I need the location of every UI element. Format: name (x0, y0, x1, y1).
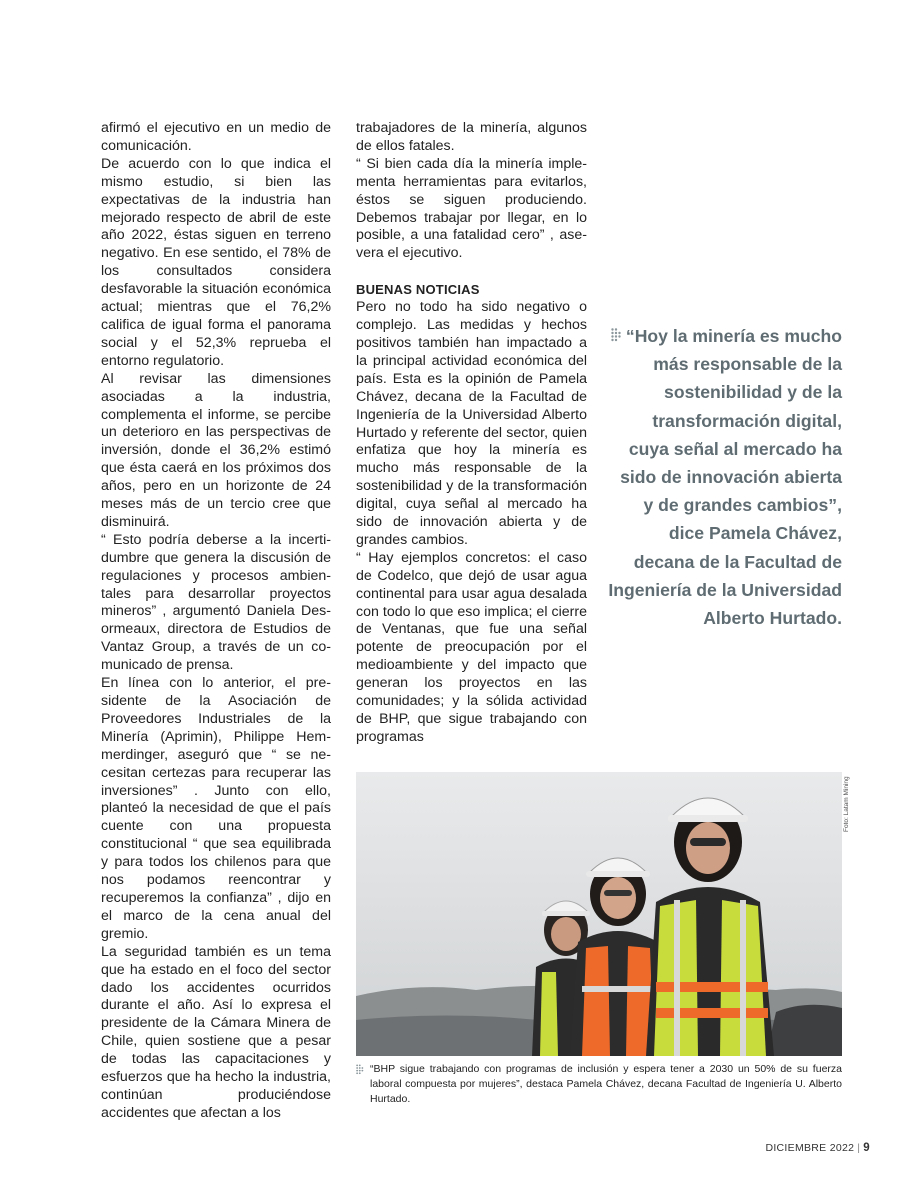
photo-women-miners (356, 772, 842, 1056)
paragraph: “ Si bien cada día la minería implementa herramientas para evitarlos, éstos se siguen produciendo. Debemos trabajar por llegar, en lo posible, a una fatalidad cero” , asevera el ejecutivo. (356, 155, 587, 262)
section-subheading: BUENAS NOTICIAS (356, 282, 480, 298)
paragraph: Al revisar las dimensiones asociadas a la industria, complementa el informe, se percibe un deterioro en las perspectivas de inversión, donde el 36,2% estimó que ésta caerá en los próximos dos años, pero en un horizonte de 24 meses más de un tercio cree que disminuirá. (101, 370, 331, 530)
article-column-1 (101, 120, 331, 1123)
paragraph: En línea con lo anterior, el presidente de la Asociación de Proveedores Industriales de la Minería (Aprimin), Philippe Hemmerdinger, aseguró que “ se necesitan certezas para recuperar las inversiones” . Junto con ello, planteó la necesidad de que el país cuente con una propuesta constitucional “ que sea equilibrada y para todos los chilenos para que nos podamos reencontrar y recuperemos la confianza” , dijo en el marco de la cena anual del gremio. (101, 675, 331, 942)
page-footer (765, 1142, 870, 1154)
pull-quote (608, 322, 842, 632)
footer-separator: | (857, 1142, 861, 1154)
dot-grid-icon (611, 328, 623, 342)
paragraph: La seguridad también es un tema que ha estado en el foco del sector dado los accidentes ocurridos durante el año. Así lo expresa el presidente de la Cámara Minera de Chile, quien sostiene que a pesar de todas las capacitaciones y esfuerzos que ha hecho la industria, continúan produciéndose accidentes que afectan a los (101, 943, 331, 1121)
paragraph: trabajadores de la minería, algunos de ellos fatales. (356, 120, 587, 154)
pull-quote-text: “Hoy la minería es mucho más responsable de la sostenibilidad y de la transformación digital, cuya señal al mercado ha sido de innovación abierta y de grandes cambios”, dice Pamela Chávez, decana de la Facultad de Ingeniería de la Universidad Alberto Hurtado. (608, 326, 842, 629)
caption-text: “BHP sigue trabajando con programas de inclusión y espera tener a 2030 un 50% de su fuerza laboral compuesta por mujeres”, destaca Pamela Chávez, decana Facultad de Ingeniería U. Alberto Hurtado. (370, 1063, 842, 1105)
paragraph: “ Esto podría deberse a la incertidumbre que genera la discusión de regulaciones y procesos ambientales para desarrollar proyectos mineros” , argumentó Daniela Desormeaux, directora de Estudios de Vantaz Group, a través de un comunicado de prensa. (101, 531, 331, 674)
page-number: 9 (863, 1142, 870, 1154)
photo-caption (356, 1062, 842, 1107)
photo-illustration (356, 772, 842, 1056)
paragraph: “ Hay ejemplos concretos: el caso de Codelco, que dejó de usar agua continental para usar agua desalada con todo lo que eso implica; el cierre de Ventanas, que fue una señal potente de preocupación por el medioambiente y del impacto que generan los proyectos en las comunidades; y la sólida actividad de BHP, que sigue trabajando con programas (356, 549, 587, 745)
paragraph: afirmó el ejecutivo en un medio de comunicación. (101, 120, 331, 154)
issue-date: DICIEMBRE 2022 (765, 1142, 855, 1154)
photo-credit: Foto: Latam Mining (843, 776, 850, 832)
article-column-2 (356, 120, 587, 747)
paragraph: Pero no todo ha sido negativo o complejo. Las medidas y hechos positivos también han impactado a la principal actividad económica del país. Esta es la opinión de Pamela Chávez, decana de la Facultad de Ingeniería de la Universidad Alberto Hurtado y referente del sector, quien enfatiza que hoy la minería es mucho más responsable de la sostenibilidad y de la transformación digital, cuya señal al mercado ha sido de innovación abierta y de grandes cambios. (356, 299, 587, 548)
dot-grid-icon (356, 1064, 365, 1075)
paragraph: De acuerdo con lo que indica el mismo estudio, si bien las expectativas de la industria han mejorado respecto de abril de este año 2022, éstas siguen en terreno negativo. En ese sentido, el 78% de los consultados considera desfavorable la situación económica actual; mientras que el 76,2% califica de igual forma el panorama social y el 52,3% reprueba el entorno regulatorio. (101, 155, 331, 369)
